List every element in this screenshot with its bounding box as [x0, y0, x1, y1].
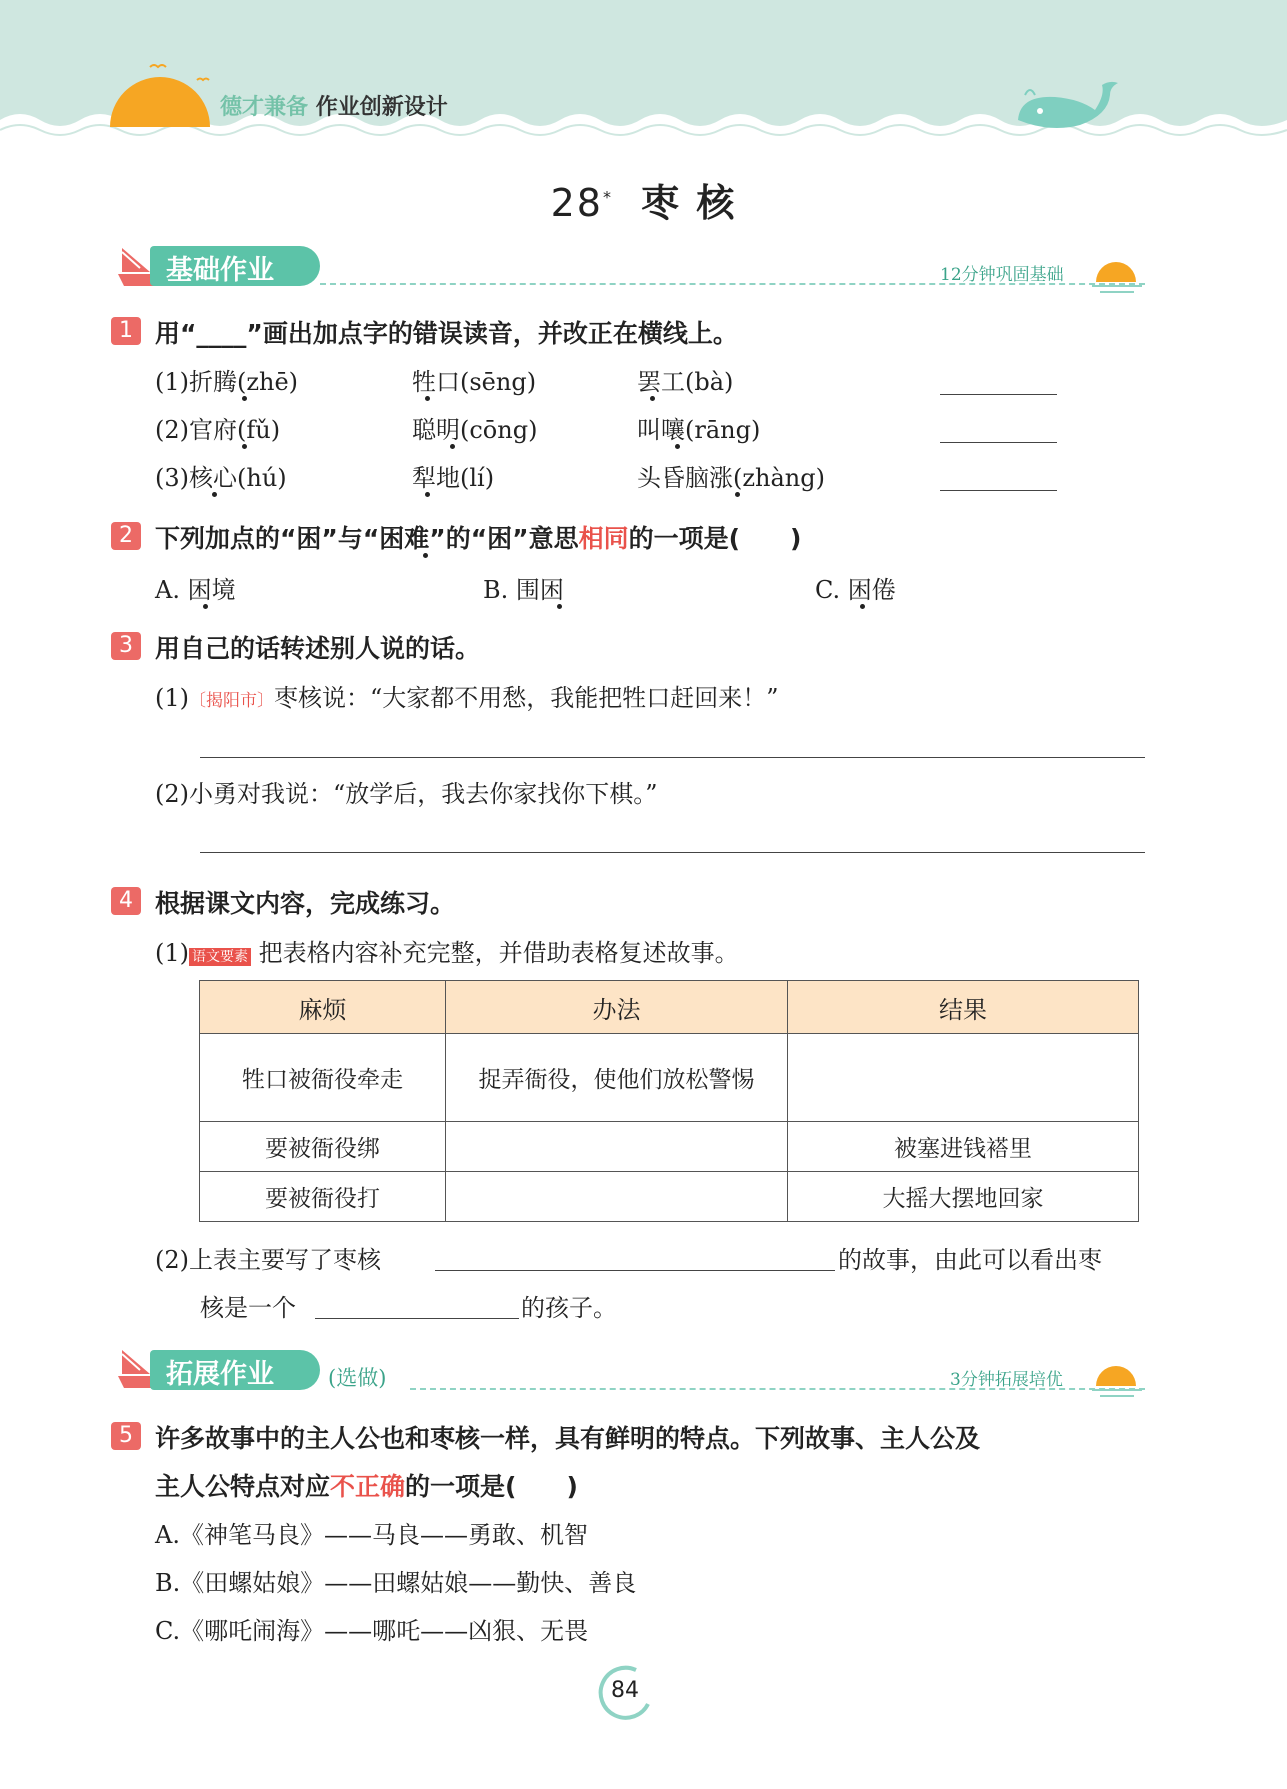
answer-line[interactable]	[940, 394, 1057, 395]
q5-option-a[interactable]: A.《神笔马良》——马良——勇敢、机智	[155, 1521, 588, 1549]
table-cell: 捉弄衙役，使他们放松警惕	[446, 1034, 788, 1122]
table-cell-blank[interactable]	[446, 1172, 788, 1222]
sunset-icon	[1090, 250, 1148, 295]
emphasis-dot	[425, 396, 430, 401]
q4-item-2-part-a: (2)上表主要写了枣核	[155, 1246, 381, 1274]
emphasis-dot	[735, 492, 740, 497]
whale-icon	[1010, 75, 1120, 135]
q4-item-1: (1) 语文要素 把表格内容补充完整，并借助表格复述故事。	[155, 939, 739, 967]
q3-item-1: (1)〔揭阳市〕枣核说：“大家都不用愁，我能把牲口赶回来！”	[155, 684, 779, 712]
q4-item-2-part-c: 核是一个	[200, 1294, 296, 1322]
table-cell: 要被衙役绑	[200, 1122, 446, 1172]
question-1-text: 用“____”画出加点字的错误读音，并改正在横线上。	[155, 319, 738, 348]
sunset-icon	[1090, 1354, 1148, 1399]
emphasis-dot	[557, 604, 562, 609]
element-tag: 语文要素	[189, 948, 251, 966]
emphasis-dot	[675, 444, 680, 449]
q1-item-1-1: (1)折腾(zhē)	[155, 368, 299, 396]
q5-option-b[interactable]: B.《田螺姑娘》——田螺姑娘——勤快、善良	[155, 1569, 637, 1597]
q1-item-2-2: 聪明(cōng)	[412, 416, 538, 444]
table-cell-blank[interactable]	[446, 1122, 788, 1172]
section-label-basic: 基础作业	[166, 255, 274, 286]
answer-line[interactable]	[315, 1318, 519, 1319]
emphasis-dot	[450, 444, 455, 449]
q3-item-2: (2)小勇对我说：“放学后，我去你家找你下棋。”	[155, 780, 658, 808]
emphasis-dot	[212, 492, 217, 497]
q1-item-1-3: 罢工(bà)	[637, 368, 734, 396]
table-row	[200, 1034, 1139, 1122]
table-header: 麻烦	[200, 981, 446, 1034]
question-number-4: 4	[111, 887, 141, 915]
region-tag: 〔揭阳市〕	[189, 691, 274, 711]
section-label-extension: 拓展作业	[166, 1359, 274, 1390]
page-title: 28* 枣 核	[550, 181, 737, 225]
table-cell: 被塞进钱褡里	[788, 1122, 1139, 1172]
story-table	[199, 980, 1139, 1222]
table-row	[200, 1172, 1139, 1222]
sun-icon	[105, 55, 215, 130]
q2-option-a[interactable]: A. 困境	[155, 576, 236, 604]
question-number-1: 1	[111, 317, 141, 345]
answer-line[interactable]	[200, 757, 1145, 758]
header-title: 德才兼备 作业创新设计	[220, 95, 448, 120]
answer-line[interactable]	[940, 490, 1057, 491]
table-cell: 要被衙役打	[200, 1172, 446, 1222]
q2-option-b[interactable]: B. 围困	[483, 576, 564, 604]
q5-option-c[interactable]: C.《哪吒闹海》——哪吒——凶狠、无畏	[155, 1617, 589, 1645]
table-cell: 牲口被衙役牵走	[200, 1034, 446, 1122]
question-number-5: 5	[111, 1422, 141, 1450]
question-number-2: 2	[111, 522, 141, 550]
q1-item-2-3: 叫嚷(rāng)	[637, 416, 761, 444]
question-4-text: 根据课文内容，完成练习。	[155, 889, 456, 918]
q4-item-2-part-b: 的故事，由此可以看出枣	[838, 1246, 1102, 1274]
table-header: 办法	[446, 981, 788, 1034]
question-number-3: 3	[111, 632, 141, 660]
q1-item-3-1: (3)核心(hú)	[155, 464, 287, 492]
table-row	[200, 1122, 1139, 1172]
question-5-text-line1: 许多故事中的主人公也和枣核一样，具有鲜明的特点。下列故事、主人公及	[155, 1424, 981, 1453]
section-time-extension: 3分钟拓展培优	[950, 1370, 1063, 1390]
emphasis-dot	[242, 444, 247, 449]
question-5-text-line2: 主人公特点对应不正确的一项是( )	[155, 1472, 578, 1501]
optional-label: (选做)	[328, 1366, 387, 1390]
answer-line[interactable]	[435, 1270, 835, 1271]
emphasis-dot	[423, 553, 428, 558]
section-time-basic: 12分钟巩固基础	[940, 265, 1064, 285]
q4-item-2-part-d: 的孩子。	[521, 1294, 617, 1322]
table-cell-blank[interactable]	[788, 1034, 1139, 1122]
q1-item-3-3: 头昏脑涨(zhàng)	[637, 464, 825, 492]
q1-item-3-2: 犁地(lí)	[412, 464, 495, 492]
emphasis-dot	[650, 396, 655, 401]
q2-option-c[interactable]: C. 困倦	[815, 576, 896, 604]
page-number: 84	[611, 1678, 639, 1703]
question-3-text: 用自己的话转述别人说的话。	[155, 634, 481, 663]
emphasis-dot	[203, 604, 208, 609]
question-2-text: 下列加点的“困”与“困难”的“困”意思相同的一项是( )	[155, 524, 802, 553]
emphasis-dot	[242, 396, 247, 401]
answer-line[interactable]	[940, 442, 1057, 443]
answer-line[interactable]	[200, 852, 1145, 853]
table-cell: 大摇大摆地回家	[788, 1172, 1139, 1222]
q1-item-1-2: 牲口(sēng)	[412, 368, 537, 396]
q1-item-2-1: (2)官府(fǔ)	[155, 416, 281, 444]
table-header: 结果	[788, 981, 1139, 1034]
emphasis-dot	[860, 604, 865, 609]
emphasis-dot	[425, 492, 430, 497]
